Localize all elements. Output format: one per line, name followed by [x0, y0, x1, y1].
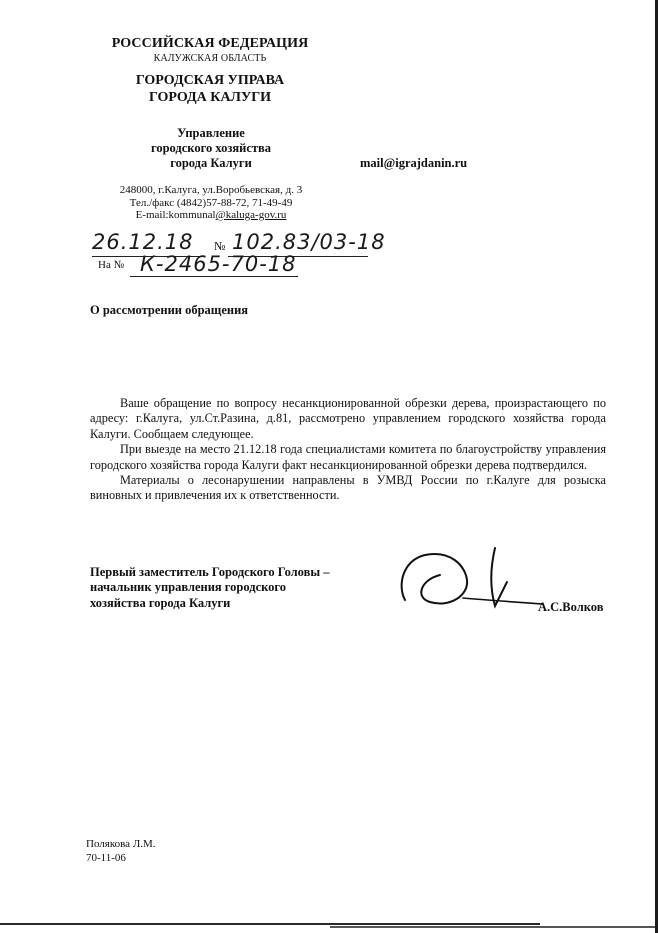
department-line-2: городского хозяйства	[150, 141, 272, 155]
sender-email-domain: @kaluga-gov.ru	[215, 209, 287, 221]
handwritten-date: 26.12.18	[92, 230, 194, 254]
city-admin-line-2: ГОРОДА КАЛУГИ	[148, 90, 272, 105]
body-paragraph-3: Материалы о лесонарушении направлены в УМВД России по г.Калуге для розыска виновных и привлечения их к ответственности.	[90, 473, 606, 503]
handwritten-reference: К-2465-70-18	[140, 252, 297, 276]
city-admin-line-1: ГОРОДСКАЯ УПРАВА	[135, 73, 285, 88]
handwritten-number: 102.83/03-18	[232, 230, 386, 254]
executor-phone: 70-11-06	[86, 852, 126, 864]
signer-name: А.С.Волков	[538, 600, 604, 614]
letter-body	[90, 396, 606, 504]
signer-title-line-1: Первый заместитель Городского Головы –	[90, 565, 330, 579]
reference-underline	[130, 276, 298, 277]
signer-title-line-2: начальник управления городского	[90, 580, 287, 595]
sender-address: 248000, г.Калуга, ул.Воробьевская, д. 3	[119, 184, 303, 196]
letter-subject: О рассмотрении обращения	[90, 303, 249, 317]
department-line-3: города Калуги	[170, 156, 252, 170]
scan-edge-bottom	[0, 923, 540, 925]
sender-email-label: E-mail:kommunal	[135, 209, 216, 221]
sender-email	[100, 209, 322, 221]
signer-title-line-3: хозяйства города Калуги	[90, 595, 231, 610]
region-name: КАЛУЖСКАЯ ОБЛАСТЬ	[153, 53, 267, 64]
department-line-1: Управление	[177, 126, 245, 140]
number-label: №	[214, 239, 226, 253]
signer-title	[90, 565, 390, 611]
body-paragraph-1: Ваше обращение по вопросу несанкционированной обрезки дерева, произрастающего по адресу: г.Калуга, ул.Ст.Разина, д.81, рассмотрено управлением городского хозяйства города Калуги. Сообщаем следующее.	[90, 396, 606, 441]
recipient-email: mail@igrajdanin.ru	[360, 156, 468, 170]
sender-phone: Тел./факс (4842)57-88-72, 71-49-49	[129, 197, 293, 209]
reference-label: На №	[98, 259, 125, 271]
scan-edge-bottom-secondary	[330, 926, 655, 928]
executor-info	[86, 837, 156, 865]
body-paragraph-2: При выезде на место 21.12.18 года специалистами комитета по благоустройству управления городского хозяйства города Калуги факт несанкционированной обрезки дерева подтвердился.	[90, 442, 606, 472]
handwritten-signature	[395, 540, 545, 620]
country-name: РОССИЙСКАЯ ФЕДЕРАЦИЯ	[111, 36, 309, 51]
executor-name: Полякова Л.М.	[86, 838, 156, 850]
